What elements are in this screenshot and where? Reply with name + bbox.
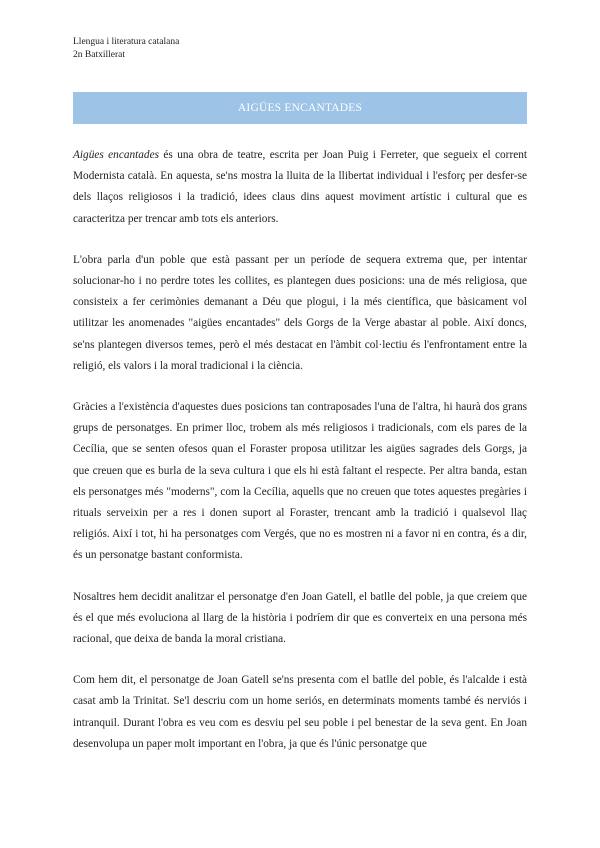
paragraph-joan-gatell: Com hem dit, el personatge de Joan Gatell se'ns presenta com el batlle del poble, és l'alcalde i està casat amb la Trinitat. Se'l descriu com un home seriós, en determinats moments també és nerviós i intranquil. Durant l'obra es veu com es desviu pel seu poble i pel benestar de la seva gent. En Joan desenvolupa un paper molt important en l'obra, ja que és l'únic personatge que: [73, 674, 527, 750]
title-banner: [73, 92, 527, 124]
paragraph-intro-text: és una obra de teatre, escrita per Joan Puig i Ferreter, que segueix el corrent Modernista català. En aquesta, se'ns mostra la lluita de la llibertat individual i l'esforç per desfer-se dels llaços religiosos i la tradició, idees claus dins aquest moviment artístic i cultural que es caracteritza per trencar amb tots els anteriors.: [73, 149, 528, 225]
paragraph-plot: L'obra parla d'un poble que està passant per un període de sequera extrema que, per intentar solucionar-ho i no perdre totes les collites, es plantegen dues posicions: una de més religiosa, que consisteix a fer cerimònies demanant a Déu que plogui, i la més científica, que bàsicament vol utilitzar les anomenades "aigües encantades" dels Gorgs de la Verge abastar al poble. Així doncs, se'ns plantegen diversos temes, però el més destacat en l'àmbit col·lectiu és l'enfrontament entre la religió, els valors i la moral tradicional i la ciència.: [73, 253, 527, 372]
work-title: Aigües encantades: [73, 149, 159, 161]
header-course: 2n Batxillerat: [73, 50, 125, 60]
header-subject: Llengua i literatura catalana: [73, 37, 180, 47]
document-body: [73, 145, 527, 775]
paragraph-analysis: Nosaltres hem decidit analitzar el personatge d'en Joan Gatell, el batlle del poble, ja que creiem que és el que més evoluciona al llarg de la història i podríem dir que es converteix en una persona més racional, que deixa de banda la moral cristiana.: [73, 590, 527, 646]
paragraph-characters: Gràcies a l'existència d'aquestes dues posicions tan contraposades l'una de l'altra, hi haurà dos grans grups de personatges. En primer lloc, trobem als més religiosos i tradicionals, com els pares de la Cecília, que se senten ofesos quan el Foraster proposa utilitzar les aigües sagrades dels Gorgs, ja que creuen que es burla de la seva cultura i que els hi està faltant el respecte. Per altra banda, estan els personatges més "moderns", com la Cecília, aquells que no creuen que totes aquestes pregàries i rituals serveixin per a res i donen suport al Foraster, trencant amb la tradició i qualsevol llaç religiós. Així i tot, hi ha personatges com Vergés, que no es mostren ni a favor ni en contra, és a dir, és un personatge bastant conformista.: [73, 401, 527, 562]
paragraph-intro: [73, 145, 527, 230]
document-title: AIGÜES ENCANTADES: [237, 102, 363, 114]
document-header: [73, 36, 179, 62]
